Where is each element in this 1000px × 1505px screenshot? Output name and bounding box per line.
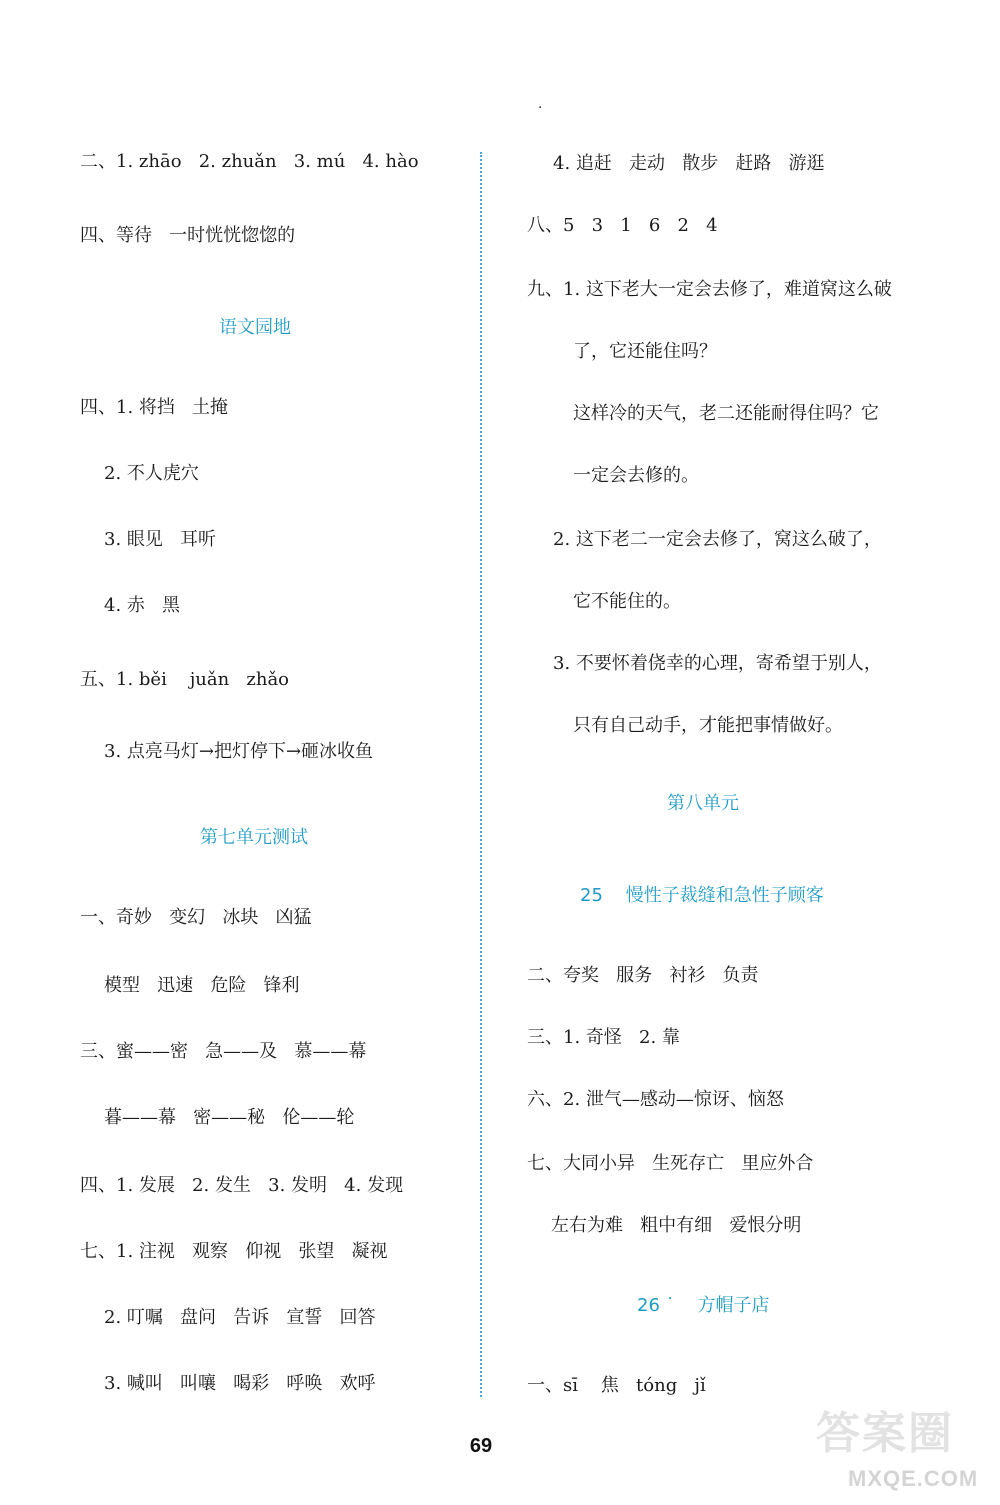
answer-line: 七、1. 注视 观察 仰视 张望 凝视 <box>80 1241 388 1262</box>
answer-line: 九、1. 这下老大一定会去修了，难道窝这么破 <box>527 279 892 300</box>
answer-line: 3. 点亮马灯→把灯停下→砸冰收鱼 <box>104 741 374 762</box>
answer-line: 一、奇妙 变幻 冰块 凶猛 <box>80 907 312 928</box>
answer-line: 它不能住的。 <box>573 591 681 612</box>
answer-line: 一定会去修的。 <box>573 465 699 486</box>
answer-line: 一、sī 焦 tóng jǐ <box>527 1375 706 1396</box>
top-dot: · <box>538 100 543 116</box>
answer-line: 二、1. zhāo 2. zhuǎn 3. mú 4. hào <box>80 151 419 172</box>
answer-line: 2. 叮嘱 盘问 告诉 宣誓 回答 <box>104 1307 376 1328</box>
answer-line: 2. 不人虎穴 <box>104 463 199 484</box>
lesson-heading: 25 慢性子裁缝和急性子顾客 <box>580 885 824 906</box>
answer-line: 八、5 3 1 6 2 4 <box>527 215 718 236</box>
answer-line: 四、1. 发展 2. 发生 3. 发明 4. 发现 <box>80 1175 404 1196</box>
answer-line: 三、1. 奇怪 2. 靠 <box>527 1027 680 1048</box>
answer-line: 4. 追赶 走动 散步 赶路 游逛 <box>553 153 825 174</box>
watermark-text: 答案圈 <box>816 1408 954 1459</box>
answer-line: 了，它还能住吗？ <box>573 341 717 362</box>
answer-line: 六、2. 泄气—感动—惊讶、恼怒 <box>527 1089 784 1110</box>
section-heading: 第七单元测试 <box>200 827 308 848</box>
column-divider <box>480 152 482 1397</box>
answer-line: 三、蜜——密 急——及 慕——幕 <box>80 1041 367 1062</box>
answer-line: 2. 这下老二一定会去修了，窝这么破了， <box>553 529 882 550</box>
answer-line: 五、1. běi juǎn zhǎo <box>80 669 290 690</box>
answer-line: 3. 喊叫 叫嚷 喝彩 呼唤 欢呼 <box>104 1373 376 1394</box>
answer-line: 只有自己动手，才能把事情做好。 <box>573 715 843 736</box>
watermark-logo <box>812 1406 997 1501</box>
page-number: 69 <box>469 1435 493 1457</box>
answer-line: 3. 眼见 耳听 <box>104 529 217 550</box>
answer-line: 这样冷的天气，老二还能耐得住吗？它 <box>573 403 879 424</box>
answer-line: 四、等待 一时恍恍惚惚的 <box>80 225 296 246</box>
section-heading: 第八单元 <box>667 793 739 814</box>
answer-line: 4. 赤 黑 <box>104 595 181 616</box>
answer-line: 四、1. 将挡 土掩 <box>80 397 229 418</box>
answer-line: 七、大同小异 生死存亡 里应外合 <box>527 1153 814 1174</box>
answer-line: 模型 迅速 危险 锋利 <box>104 975 300 996</box>
lesson-heading: 26 ˙ 方帽子店 <box>637 1295 770 1316</box>
answer-line: 左右为难 粗中有细 爱恨分明 <box>551 1215 802 1236</box>
answer-line: 二、夸奖 服务 衬衫 负责 <box>527 965 759 986</box>
section-heading: 语文园地 <box>219 317 291 338</box>
watermark-url: MXQE.COM <box>848 1466 979 1491</box>
answer-line: 暮——幕 密——秘 伦——轮 <box>104 1107 355 1128</box>
answer-line: 3. 不要怀着侥幸的心理，寄希望于别人， <box>553 653 882 674</box>
